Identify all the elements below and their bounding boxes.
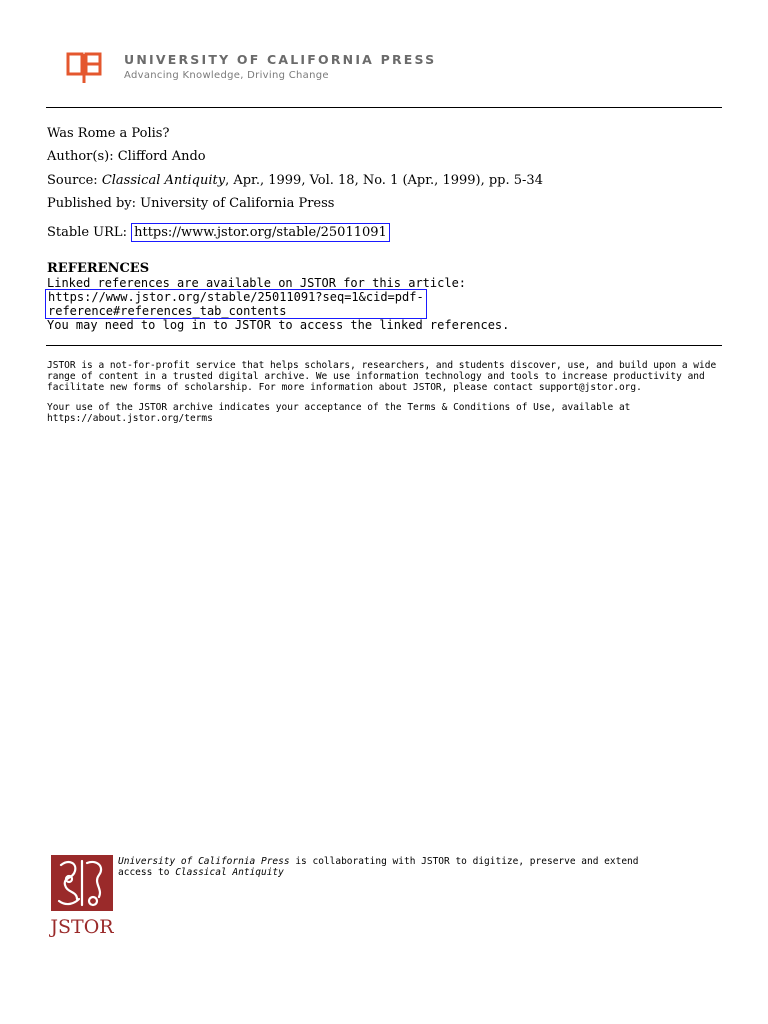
source-line: [47, 173, 543, 189]
source-detail: , Apr., 1999, Vol. 18, No. 1 (Apr., 1999), pp. 5-34: [225, 173, 543, 188]
collaboration-line1: [118, 856, 678, 867]
middle-divider: [46, 345, 722, 346]
publisher-line: [47, 196, 334, 212]
jstor-about-paragraph: JSTOR is a not-for-profit service that helps scholars, researchers, and students discover, use, and build upon a wide range of content in a trusted digital archive. We use information technology and tools to increase productivity and facilitate new forms of scholarship. For more information about JSTOR, please contact support@jstor.org.: [47, 360, 717, 393]
author-label: Author(s):: [47, 149, 114, 164]
jstor-wordmark: JSTOR: [50, 916, 114, 937]
jstor-logo-icon: [49, 855, 115, 937]
author-line: [47, 149, 206, 165]
top-divider: [46, 107, 722, 108]
references-login-text: You may need to log in to JSTOR to access the linked references.: [47, 318, 510, 332]
uc-press-logo-icon: [66, 52, 102, 84]
article-title: Was Rome a Polis?: [47, 126, 170, 141]
stable-url-line: [47, 223, 390, 242]
stable-url-link[interactable]: https://www.jstor.org/stable/25011091: [131, 223, 390, 242]
terms-of-use-text: Your use of the JSTOR archive indicates your acceptance of the Terms & Conditions of Use, available at: [47, 402, 631, 413]
collaboration-line2: [118, 867, 678, 878]
collab-publisher: University of California Press: [118, 856, 290, 867]
author-name: Clifford Ando: [117, 149, 206, 164]
publisher-name: UNIVERSITY OF CALIFORNIA PRESS: [124, 52, 437, 67]
terms-of-use-paragraph: [47, 402, 727, 424]
references-heading: REFERENCES: [47, 261, 150, 276]
terms-of-use-link[interactable]: https://about.jstor.org/terms: [47, 413, 213, 424]
references-url-line2: reference#references_tab_contents: [48, 304, 287, 318]
collaboration-note: [118, 856, 678, 878]
source-label: Source:: [47, 173, 98, 188]
collab-journal: Classical Antiquity: [175, 867, 284, 878]
publisher-value: University of California Press: [140, 196, 335, 211]
journal-name: Classical Antiquity: [101, 173, 226, 188]
references-link[interactable]: [45, 289, 427, 319]
publisher-header: [66, 50, 486, 90]
access-text: access to: [118, 867, 176, 878]
references-available-text: Linked references are available on JSTOR for this article:: [47, 276, 467, 290]
publisher-tagline: Advancing Knowledge, Driving Change: [124, 70, 329, 81]
stable-url-label: Stable URL:: [47, 225, 127, 240]
references-url-line1: https://www.jstor.org/stable/25011091?seq=1&cid=pdf-: [48, 290, 424, 304]
collab-text: is collaborating with JSTOR to digitize, preserve and extend: [289, 856, 639, 867]
published-label: Published by:: [47, 196, 136, 211]
